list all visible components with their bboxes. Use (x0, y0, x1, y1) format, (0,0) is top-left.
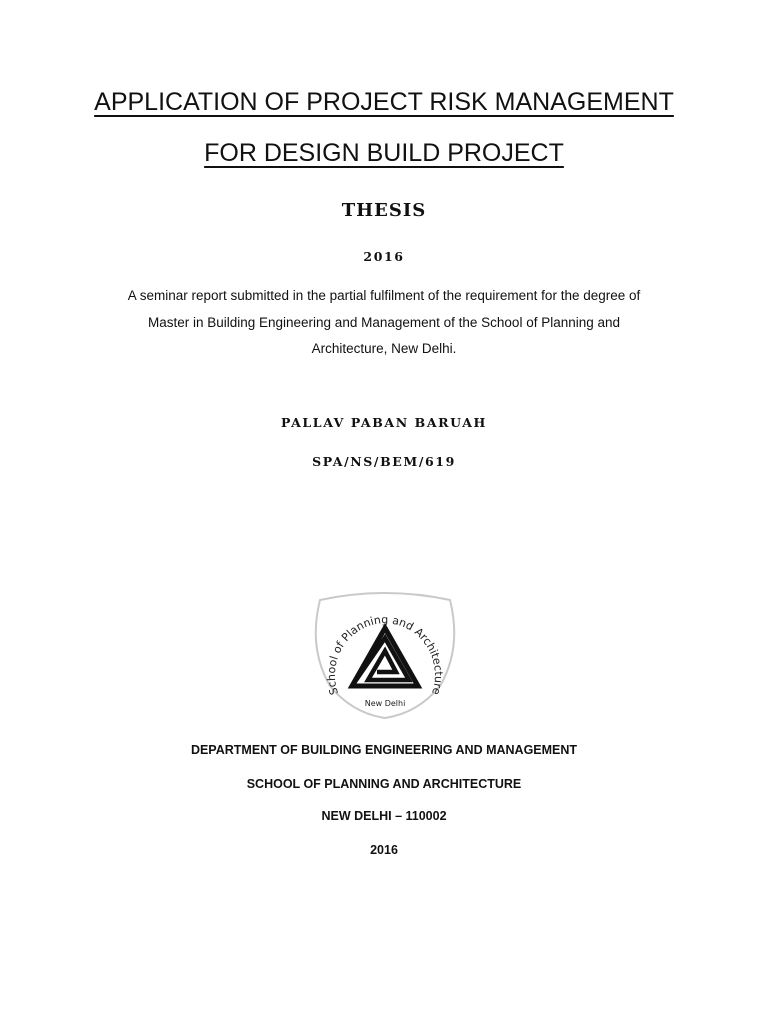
description-line-2: Master in Building Engineering and Management of the School of Planning and (147, 315, 621, 330)
title-line-1: APPLICATION OF PROJECT RISK MANAGEMENT (94, 88, 674, 116)
seal-city-text: New Delhi (364, 699, 406, 708)
institute-seal-icon (310, 588, 460, 723)
description-line-1: A seminar report submitted in the partial fulfilment of the requirement for the degree of (127, 288, 641, 303)
title-line-2: FOR DESIGN BUILD PROJECT (204, 139, 564, 167)
author-name: PALLAV PABAN BARUAH (281, 415, 487, 430)
year-top: 2016 (363, 249, 405, 264)
triangle-spiral-emblem (352, 628, 418, 686)
city-postcode: NEW DELHI – 110002 (321, 809, 447, 823)
author-roll-number: SPA/NS/BEM/619 (312, 454, 456, 469)
year-bottom: 2016 (370, 843, 398, 857)
seal-arc-text: School of Planning and Architecture (324, 613, 446, 697)
description-line-3: Architecture, New Delhi. (311, 341, 457, 356)
school-name: SCHOOL OF PLANNING AND ARCHITECTURE (246, 777, 522, 791)
document-type: THESIS (341, 200, 427, 221)
department-name: DEPARTMENT OF BUILDING ENGINEERING AND MANAGEMENT (190, 743, 578, 757)
